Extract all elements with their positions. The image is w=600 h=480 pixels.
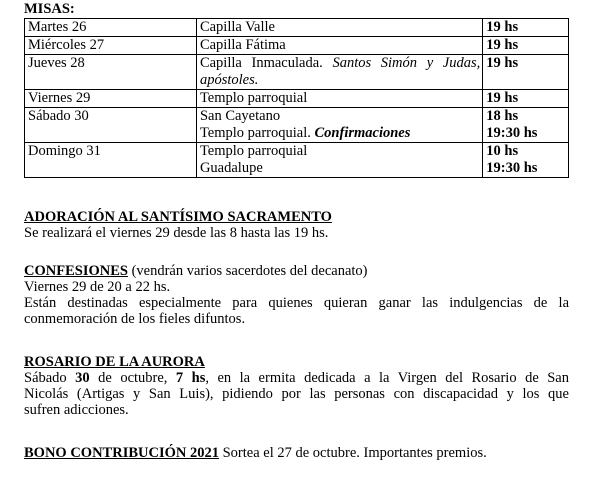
place-cell: [196, 143, 482, 178]
time-cell: [483, 108, 569, 143]
place-italic-note: Santos Simón y Judas, apóstoles.: [199, 55, 481, 88]
bono-heading: BONO CONTRIBUCIÓN 2021: [24, 445, 219, 461]
rosario-heading: ROSARIO DE LA AURORA: [24, 354, 205, 370]
confesiones-section: [24, 263, 569, 327]
day-cell: Martes 26: [25, 19, 197, 37]
day-cell: Sábado 30: [25, 108, 197, 143]
time-cell: 19 hs: [483, 55, 569, 90]
confesiones-heading: CONFESIONES: [24, 263, 128, 279]
time-line: 10 hs: [486, 143, 519, 159]
place-bold-italic-note: Confirmaciones: [314, 125, 411, 141]
confesiones-note: (vendrán varios sacerdotes del decanato): [131, 263, 368, 279]
place-cell: [196, 55, 482, 90]
text-run: de octubre,: [89, 370, 176, 386]
table-row: [25, 37, 569, 55]
confesiones-text-line: conmemoración de los fieles difuntos.: [24, 311, 246, 327]
place-cell: [196, 108, 482, 143]
time-line: 18 hs: [486, 108, 519, 124]
bold-time: 7 hs: [175, 370, 206, 386]
day-cell: Domingo 31: [25, 143, 197, 178]
rosario-text-line: sufren adicciones.: [24, 402, 129, 418]
place-cell: Capilla Fátima: [196, 37, 482, 55]
place-cell: Templo parroquial: [196, 90, 482, 108]
day-cell: Miércoles 27: [25, 37, 197, 55]
rosario-section: [24, 354, 569, 418]
day-cell: Viernes 29: [25, 90, 197, 108]
table-row: [25, 19, 569, 37]
time-line: 19:30 hs: [486, 160, 538, 176]
adoracion-section: [24, 209, 569, 241]
place-line: Templo parroquial: [199, 143, 308, 159]
table-row: [25, 55, 569, 90]
bono-text: Sortea el 27 de octubre. Importantes premios.: [218, 445, 487, 461]
confesiones-schedule: Viernes 29 de 20 a 22 hs.: [24, 279, 171, 295]
adoracion-heading: ADORACIÓN AL SANTÍSIMO SACRAMENTO: [24, 209, 332, 225]
time-cell: 19 hs: [483, 90, 569, 108]
place-line: San Cayetano: [199, 108, 281, 124]
place-main: Capilla Inmaculada.: [199, 55, 323, 71]
day-cell: Jueves 28: [25, 55, 197, 90]
place-main: Templo parroquial.: [199, 125, 311, 141]
confesiones-text-line: Están destinadas especialmente para quienes quieran ganar las indulgencias de la: [24, 295, 569, 311]
table-row: [25, 90, 569, 108]
place-line: [200, 125, 480, 142]
misas-title: MISAS:: [24, 1, 75, 17]
bono-section: [24, 445, 569, 461]
place-cell: Capilla Valle: [196, 19, 482, 37]
text-run: , en la ermita dedicada a la Virgen del Rosario de San: [205, 370, 569, 386]
rosario-text-line: [24, 370, 569, 386]
table-row: [25, 143, 569, 178]
time-cell: 19 hs: [483, 37, 569, 55]
rosario-text-line: Nicolás (Artigas y San Luis), pidiendo por las personas con discapacidad y los que: [24, 386, 569, 402]
table-row: [25, 108, 569, 143]
adoracion-text: Se realizará el viernes 29 desde las 8 hasta las 19 hs.: [24, 225, 329, 241]
text-run: Sábado: [24, 370, 76, 386]
time-line: 19:30 hs: [486, 125, 538, 141]
time-cell: [483, 143, 569, 178]
mass-schedule-table: [24, 18, 569, 178]
confesiones-heading-line: [24, 263, 569, 279]
time-cell: 19 hs: [483, 19, 569, 37]
place-line: Guadalupe: [199, 160, 263, 176]
bono-line: [24, 445, 569, 461]
bold-date: 30: [75, 370, 90, 386]
